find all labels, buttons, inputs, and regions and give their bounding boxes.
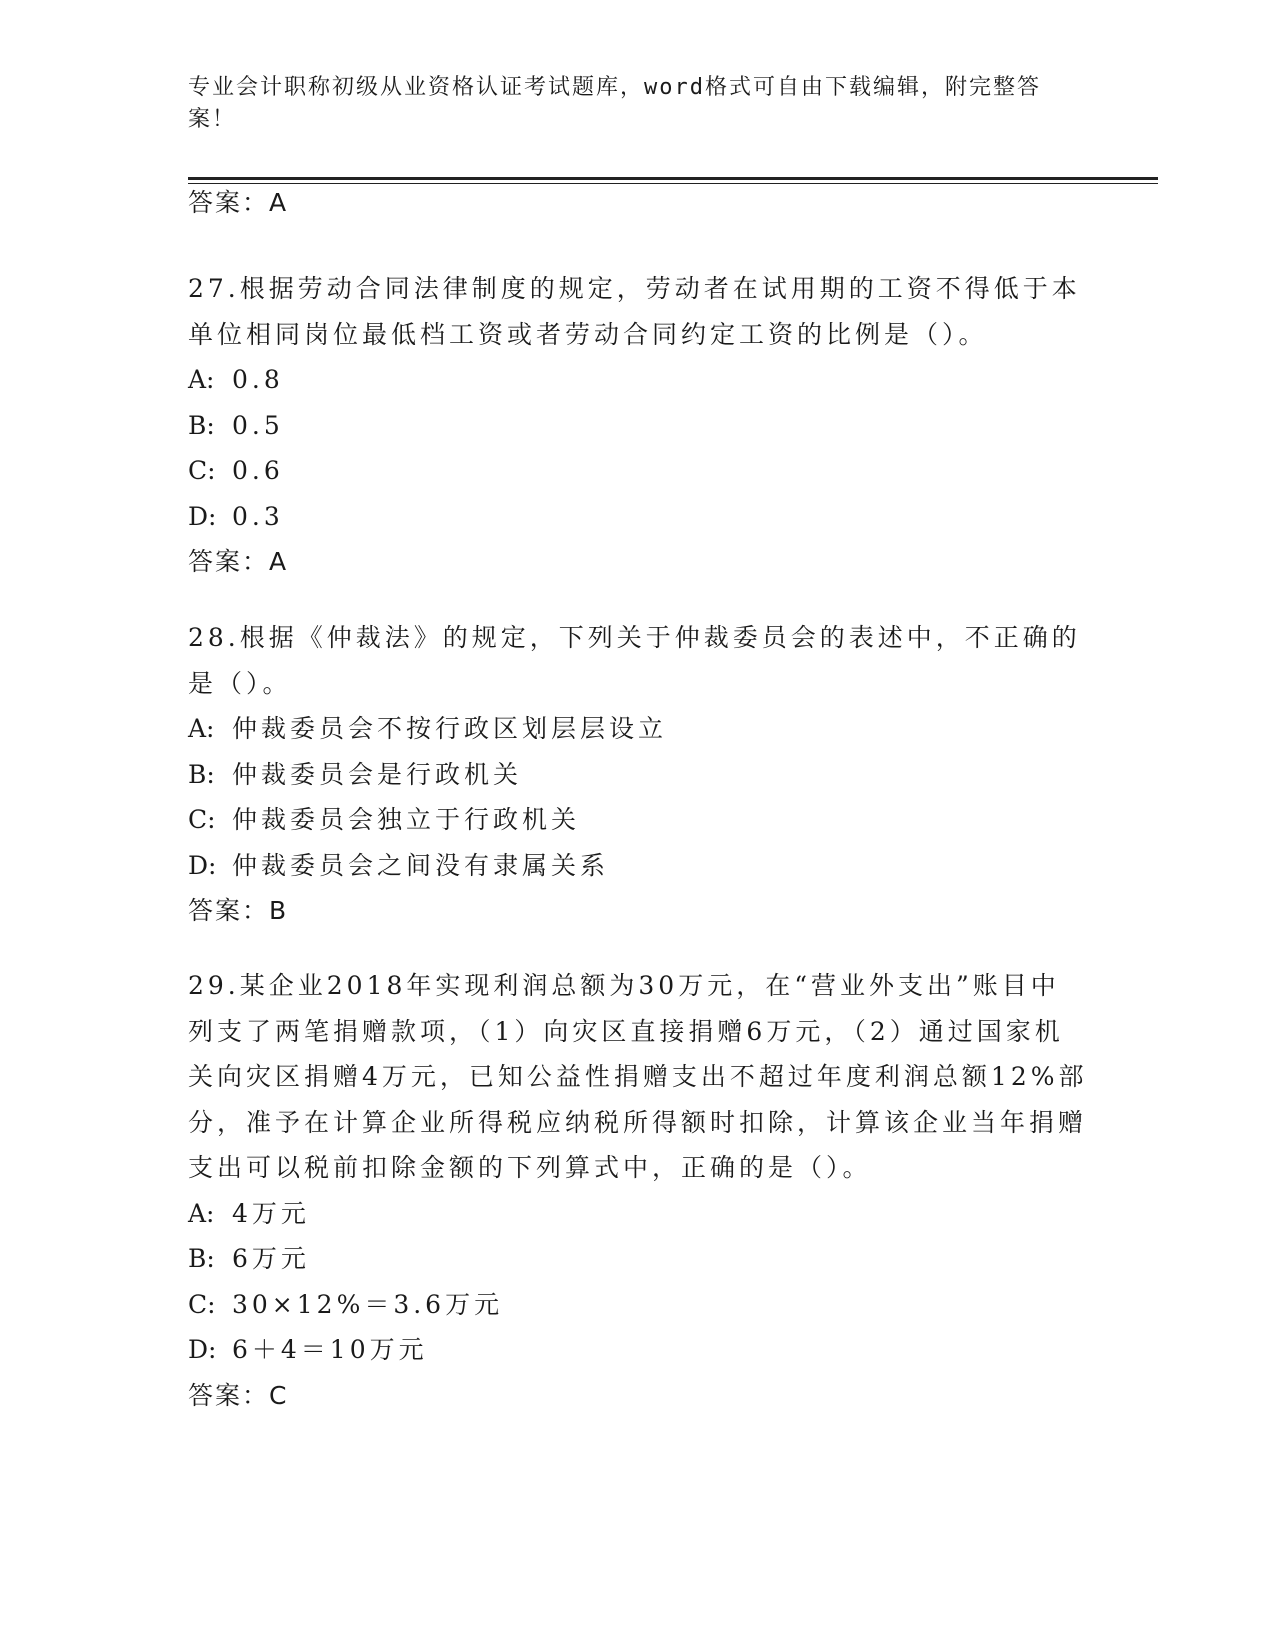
option-a: A: 仲裁委员会不按行政区划层层设立 <box>188 714 668 743</box>
option-a: A: 0.8 <box>188 365 284 394</box>
option-c: C: 30×12%＝3.6万元 <box>188 1289 504 1319</box>
question-28 <box>188 615 1088 933</box>
question-text: 27.根据劳动合同法律制度的规定，劳动者在试用期的工资不得低于本单位相同岗位最低档工资或者劳动合同约定工资的比例是（）。 <box>188 274 1081 349</box>
option-b: B: 仲裁委员会是行政机关 <box>188 759 523 789</box>
option-c: C: 0.6 <box>188 456 284 485</box>
question-27 <box>188 266 1088 584</box>
option-c: C: 仲裁委员会独立于行政机关 <box>188 805 581 834</box>
question-text: 29.某企业2018年实现利润总额为30万元，在“营业外支出”账目中列支了两笔捐赠款项，（1）向灾区直接捐赠6万元，（2）通过国家机关向灾区捐赠4万元，已知公益性捐赠支出不超过年度利润总额12%部分，准予在计算企业所得税应纳税所得额时扣除，计算该企业当年捐赠支出可以税前扣除金额的下列算式中，正确的是（）。 <box>188 971 1088 1182</box>
answer-line: 答案：A <box>188 188 289 217</box>
answer-line: 答案：B <box>188 896 289 925</box>
option-d: D: 仲裁委员会之间没有隶属关系 <box>188 850 610 880</box>
option-a: A: 4万元 <box>188 1198 310 1228</box>
option-d: D: 6＋4＝10万元 <box>188 1335 428 1364</box>
question-text: 28.根据《仲裁法》的规定，下列关于仲裁委员会的表述中，不正确的是（）。 <box>188 623 1081 698</box>
question-29 <box>188 963 1088 1418</box>
answer-line: 答案：C <box>188 1380 289 1410</box>
answer-line: 答案：A <box>188 547 289 576</box>
option-b: B: 6万元 <box>188 1244 310 1273</box>
option-b: B: 0.5 <box>188 410 284 440</box>
option-d: D: 0.3 <box>188 501 284 531</box>
page-header: 专业会计职称初级从业资格认证考试题库，word格式可自由下载编辑，附完整答案！ <box>188 75 1041 132</box>
